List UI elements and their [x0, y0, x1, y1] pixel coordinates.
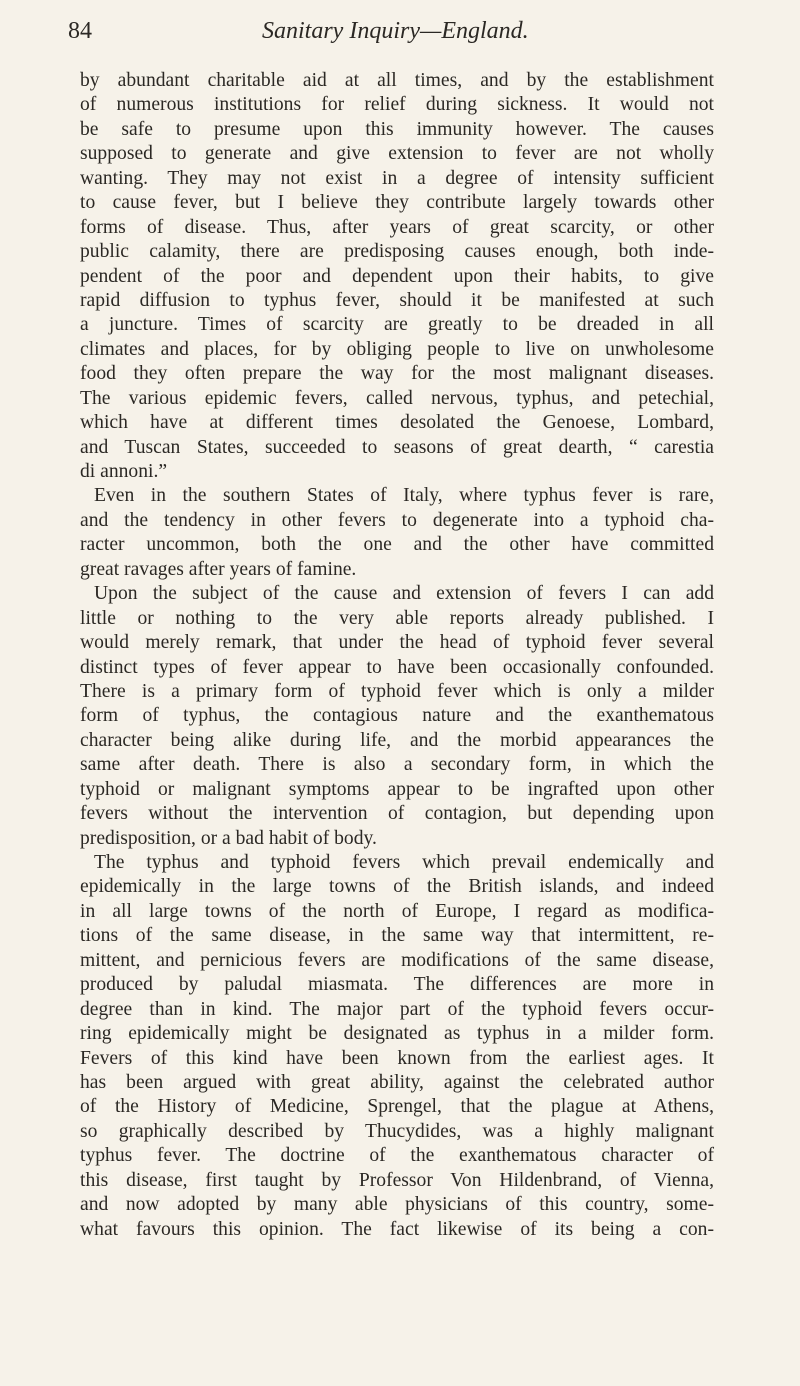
text-line: Even in the southern States of Italy, where typhus fever is rare,	[94, 485, 714, 507]
text-line: by abundant charitable aid at all times, and by the establishment	[80, 70, 714, 91]
text-line: form of typhus, the contagious nature and the exanthematous	[80, 705, 714, 727]
text-line: great ravages after years of famine.	[80, 558, 357, 580]
text-line: produced by paludal miasmata. The differences are more in	[80, 974, 714, 996]
text-line: be safe to presume upon this immunity however. The causes	[80, 118, 714, 140]
text-line: which have at different times desolated the Genoese, Lombard,	[80, 412, 714, 434]
text-line: rapid diffusion to typhus fever, should it be manifested at such	[80, 289, 714, 311]
text-line: public calamity, there are predisposing causes enough, both inde-	[80, 241, 714, 263]
text-line: so graphically described by Thucydides, was a highly malignant	[80, 1120, 714, 1142]
text-line: same after death. There is also a secondary form, in which the	[80, 754, 714, 776]
text-line: of numerous institutions for relief during sickness. It would not	[80, 94, 714, 116]
text-line: supposed to generate and give extension to fever are not wholly	[80, 143, 714, 165]
text-line: this disease, first taught by Professor Von Hildenbrand, of Vienna,	[80, 1169, 714, 1191]
text-line: distinct types of fever appear to have been occasionally confounded.	[80, 656, 714, 678]
text-line: degree than in kind. The major part of the typhoid fevers occur-	[80, 998, 714, 1020]
text-line: forms of disease. Thus, after years of great scarcity, or other	[80, 216, 714, 238]
text-line: epidemically in the large towns of the British islands, and indeed	[80, 876, 714, 898]
text-line: climates and places, for by obliging people to live on unwholesome	[80, 338, 714, 360]
text-line: mittent, and pernicious fevers are modifications of the same disease,	[80, 949, 714, 971]
text-line: tions of the same disease, in the same way that intermittent, re-	[80, 925, 714, 947]
text-line: a juncture. Times of scarcity are greatly to be dreaded in all	[80, 314, 714, 336]
text-line: The various epidemic fevers, called nervous, typhus, and petechial,	[80, 387, 714, 409]
text-line: and Tuscan States, succeeded to seasons of great dearth, “ carestia	[80, 436, 714, 458]
running-title: Sanitary Inquiry—England.	[262, 18, 529, 44]
text-line: di annoni.”	[80, 461, 168, 482]
text-line: would merely remark, that under the head of typhoid fever several	[80, 632, 714, 654]
text-line: to cause fever, but I believe they contribute largely towards other	[80, 192, 714, 214]
text-line: There is a primary form of typhoid fever which is only a milder	[80, 680, 714, 702]
text-line: typhoid or malignant symptoms appear to be ingrafted upon other	[80, 778, 714, 800]
text-line: predisposition, or a bad habit of body.	[80, 827, 377, 849]
text-line: in all large towns of the north of Europe, I regard as modifica-	[80, 900, 714, 922]
text-line: and the tendency in other fevers to degenerate into a typhoid cha-	[80, 509, 714, 531]
text-line: The typhus and typhoid fevers which prevail endemically and	[94, 852, 714, 873]
text-line: and now adopted by many able physicians of this country, some-	[80, 1194, 714, 1216]
text-line: Fevers of this kind have been known from the earliest ages. It	[80, 1047, 714, 1069]
text-line: little or nothing to the very able reports already published. I	[80, 607, 714, 629]
text-line: what favours this opinion. The fact likewise of its being a con-	[80, 1218, 714, 1240]
page-header	[68, 16, 718, 50]
text-line: of the History of Medicine, Sprengel, that the plague at Athens,	[80, 1096, 714, 1118]
text-line: pendent of the poor and dependent upon their habits, to give	[80, 265, 714, 287]
text-line: character being alike during life, and the morbid appearances the	[80, 729, 714, 751]
text-line: fevers without the intervention of contagion, but depending upon	[80, 803, 714, 825]
text-line: Upon the subject of the cause and extension of fevers I can add	[94, 583, 714, 605]
text-line: typhus fever. The doctrine of the exanthematous character of	[80, 1145, 714, 1167]
text-line: wanting. They may not exist in a degree of intensity sufficient	[80, 167, 714, 189]
page-number: 84	[68, 18, 92, 44]
text-line: has been argued with great ability, against the celebrated author	[80, 1071, 714, 1093]
text-line: racter uncommon, both the one and the other have committed	[80, 534, 714, 556]
text-line: food they often prepare the way for the most malignant diseases.	[80, 363, 714, 385]
text-line: ring epidemically might be designated as typhus in a milder form.	[80, 1023, 714, 1045]
body-text	[80, 69, 714, 1242]
